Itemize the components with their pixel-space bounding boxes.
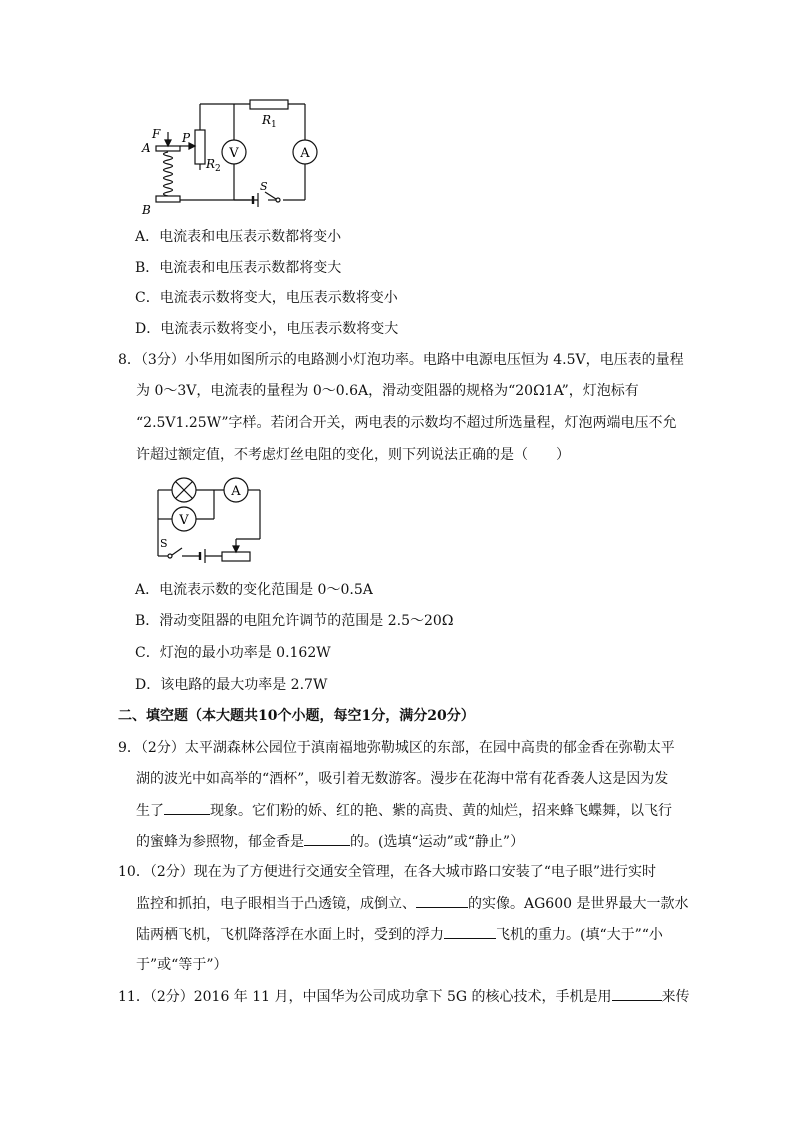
q10-line-3-end: 飞机的重力。(填“大于”“小 <box>496 927 663 943</box>
q7-option-b: B．电流表和电压表示数都将变大 <box>135 260 342 276</box>
rheostat-icon <box>222 552 250 561</box>
q9-blank-1[interactable] <box>164 800 210 815</box>
q10-blank-1[interactable] <box>416 893 468 908</box>
switch-label: S <box>260 180 268 193</box>
q10-line-2-end: 的实像。AG600 是世界最大一款水 <box>468 896 689 912</box>
circuit-diagram-1 <box>138 96 328 218</box>
resistor-r2 <box>195 130 205 164</box>
q7-option-a: A．电流表和电压表示数都将变小 <box>135 229 342 245</box>
q9-line-3 <box>136 800 672 821</box>
ammeter-label: A <box>231 484 241 499</box>
q10-line-1: 10．（2分）现在为了方便进行交通安全管理，在各大城市路口安装了“电子眼”进行实时 <box>118 864 657 880</box>
q8-line-2: 为 0～3V，电流表的量程为 0～0.6A，滑动变阻器的规格为“20Ω1A”，灯泡标有 <box>136 383 639 399</box>
switch-label: S <box>160 537 168 550</box>
label-a: A <box>142 141 151 155</box>
q9-line-4-start: 的蜜蜂为参照物，郁金香是 <box>136 834 304 850</box>
q11-line-1 <box>118 986 690 1007</box>
q8-line-4: 许超过额定值，不考虑灯丝电阻的变化，则下列说法正确的是（ ） <box>136 447 570 463</box>
q8-option-b: B．滑动变阻器的电阻允许调节的范围是 2.5～20Ω <box>135 613 454 629</box>
label-p: P <box>182 131 191 145</box>
voltmeter-label: V <box>229 146 239 161</box>
voltmeter-label: V <box>179 513 189 528</box>
q10-line-2-start: 监控和抓拍，电子眼相当于凸透镜，成倒立、 <box>136 896 416 912</box>
q8-option-c: C．灯泡的最小功率是 0.162W <box>135 645 331 661</box>
q9-line-4 <box>136 831 524 852</box>
q8-line-1: 8．（3分）小华用如图所示的电路测小灯泡功率。电路中电源电压恒为 4.5V，电压表的量程 <box>118 352 684 368</box>
label-r1: R <box>262 113 272 127</box>
svg-text:R1 <box>261 113 277 130</box>
label-f: F <box>152 127 161 141</box>
label-b: B <box>142 203 151 217</box>
q9-line-3-end: 现象。它们粉的娇、红的艳、紫的高贵、黄的灿烂，招来蜂飞蝶舞，以飞行 <box>210 803 672 819</box>
q9-line-4-end: 的。(选填“运动”或“静止”） <box>350 834 525 850</box>
label-r2-sub: 2 <box>215 164 221 174</box>
q11-line-1-start: 11．（2分）2016 年 11 月，中国华为公司成功拿下 5G 的核心技术，手机是用 <box>118 989 612 1005</box>
q10-line-3 <box>136 924 663 945</box>
q9-line-2: 湖的波光中如高举的“酒杯”，吸引着无数游客。漫步在花海中常有花香袭人这是因为发 <box>136 771 669 787</box>
q11-line-1-end: 来传 <box>661 989 690 1005</box>
q10-line-3-start: 陆两栖飞机，飞机降落浮在水面上时，受到的浮力 <box>136 927 444 943</box>
label-r2: R <box>206 157 216 171</box>
plate-b <box>156 196 180 202</box>
q9-blank-2[interactable] <box>304 831 350 846</box>
section-heading: 二、填空题（本大题共10个小题，每空1分，满分20分） <box>118 708 475 724</box>
q9-line-3-start: 生了 <box>136 803 164 819</box>
q8-option-a: A．电流表示数的变化范围是 0～0.5A <box>135 582 373 598</box>
resistor-r1 <box>250 100 288 109</box>
q7-option-d: D．电流表示数将变小，电压表示数将变大 <box>135 321 399 337</box>
q11-blank-1[interactable] <box>612 986 662 1001</box>
q10-blank-2[interactable] <box>444 924 496 939</box>
q9-line-1: 9．（2分）太平湖森林公园位于滇南福地弥勒城区的东部，在园中高贵的郁金香在弥勒太平 <box>118 740 675 756</box>
q10-line-4: 于”或“等于”） <box>136 957 228 973</box>
q7-option-c: C．电流表示数将变大，电压表示数将变小 <box>135 290 398 306</box>
svg-text:R2 <box>205 157 221 174</box>
q8-option-d: D．该电路的最大功率是 2.7W <box>135 677 328 693</box>
label-r1-sub: 1 <box>271 120 277 130</box>
circuit-diagram-2 <box>150 474 265 569</box>
spring-icon <box>164 152 173 196</box>
ammeter-label: A <box>300 146 310 161</box>
q10-line-2 <box>136 893 688 914</box>
q8-line-3: “2.5V1.25W”字样。若闭合开关，两电表的示数均不超过所选量程，灯泡两端电压不允 <box>136 415 677 431</box>
